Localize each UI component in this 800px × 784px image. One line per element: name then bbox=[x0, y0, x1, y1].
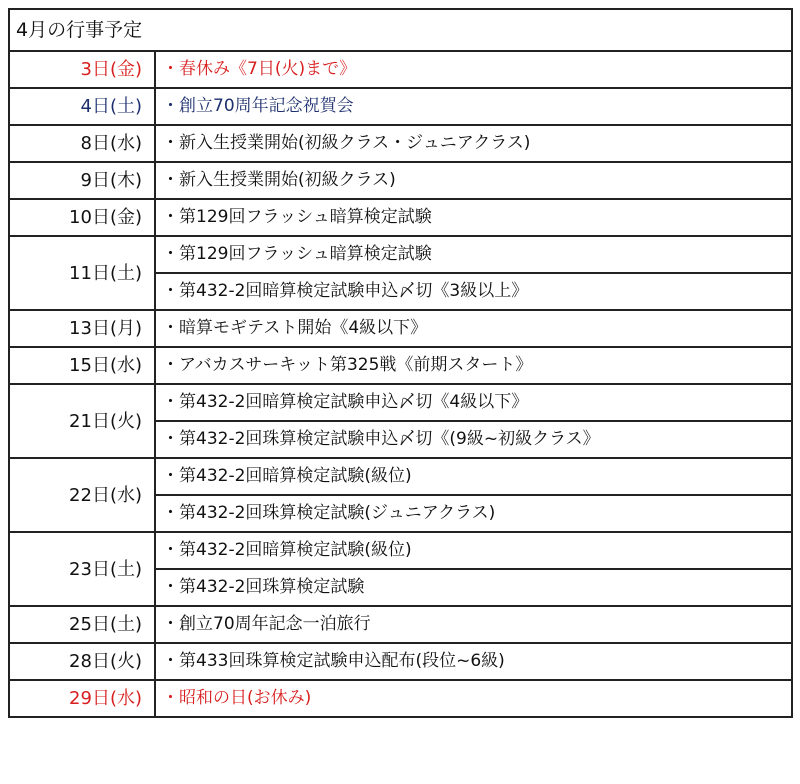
event-description: ・第129回フラッシュ暗算検定試験 bbox=[155, 236, 792, 273]
schedule-row bbox=[9, 458, 792, 495]
event-date: 8日(水) bbox=[9, 125, 155, 162]
event-description: ・第433回珠算検定試験申込配布(段位~6級) bbox=[155, 643, 792, 680]
event-description: ・昭和の日(お休み) bbox=[155, 680, 792, 717]
schedule-row bbox=[9, 162, 792, 199]
event-description: ・第432-2回珠算検定試験(ジュニアクラス) bbox=[155, 495, 792, 532]
event-description: ・第129回フラッシュ暗算検定試験 bbox=[155, 199, 792, 236]
schedule-row bbox=[9, 125, 792, 162]
schedule-row bbox=[9, 236, 792, 273]
schedule-table bbox=[8, 8, 793, 718]
event-description: ・創立70周年記念一泊旅行 bbox=[155, 606, 792, 643]
event-date: 10日(金) bbox=[9, 199, 155, 236]
schedule-row bbox=[9, 347, 792, 384]
schedule-row bbox=[9, 199, 792, 236]
event-date: 13日(月) bbox=[9, 310, 155, 347]
event-description: ・第432-2回暗算検定試験(級位) bbox=[155, 532, 792, 569]
event-date: 15日(水) bbox=[9, 347, 155, 384]
event-date: 3日(金) bbox=[9, 51, 155, 88]
event-date: 4日(土) bbox=[9, 88, 155, 125]
event-date: 21日(火) bbox=[9, 384, 155, 458]
schedule-title: 4月の行事予定 bbox=[9, 9, 792, 51]
schedule-sheet bbox=[8, 8, 791, 718]
event-description: ・新入生授業開始(初級クラス・ジュニアクラス) bbox=[155, 125, 792, 162]
event-description: ・第432-2回暗算検定試験(級位) bbox=[155, 458, 792, 495]
event-date: 25日(土) bbox=[9, 606, 155, 643]
schedule-row bbox=[9, 51, 792, 88]
event-date: 23日(土) bbox=[9, 532, 155, 606]
event-date: 9日(木) bbox=[9, 162, 155, 199]
event-description: ・第432-2回暗算検定試験申込〆切《3級以上》 bbox=[155, 273, 792, 310]
event-description: ・暗算モギテスト開始《4級以下》 bbox=[155, 310, 792, 347]
event-description: ・第432-2回珠算検定試験 bbox=[155, 569, 792, 606]
event-date: 29日(水) bbox=[9, 680, 155, 717]
schedule-row bbox=[9, 643, 792, 680]
title-row bbox=[9, 9, 792, 51]
event-description: ・新入生授業開始(初級クラス) bbox=[155, 162, 792, 199]
event-date: 11日(土) bbox=[9, 236, 155, 310]
event-description: ・春休み《7日(火)まで》 bbox=[155, 51, 792, 88]
schedule-row bbox=[9, 606, 792, 643]
schedule-row bbox=[9, 310, 792, 347]
event-description: ・第432-2回暗算検定試験申込〆切《4級以下》 bbox=[155, 384, 792, 421]
schedule-row bbox=[9, 88, 792, 125]
event-date: 22日(水) bbox=[9, 458, 155, 532]
schedule-row bbox=[9, 680, 792, 717]
event-description: ・第432-2回珠算検定試験申込〆切《(9級~初級クラス》 bbox=[155, 421, 792, 458]
schedule-row bbox=[9, 384, 792, 421]
event-date: 28日(火) bbox=[9, 643, 155, 680]
schedule-row bbox=[9, 532, 792, 569]
event-description: ・アバカスサーキット第325戦《前期スタート》 bbox=[155, 347, 792, 384]
event-description: ・創立70周年記念祝賀会 bbox=[155, 88, 792, 125]
